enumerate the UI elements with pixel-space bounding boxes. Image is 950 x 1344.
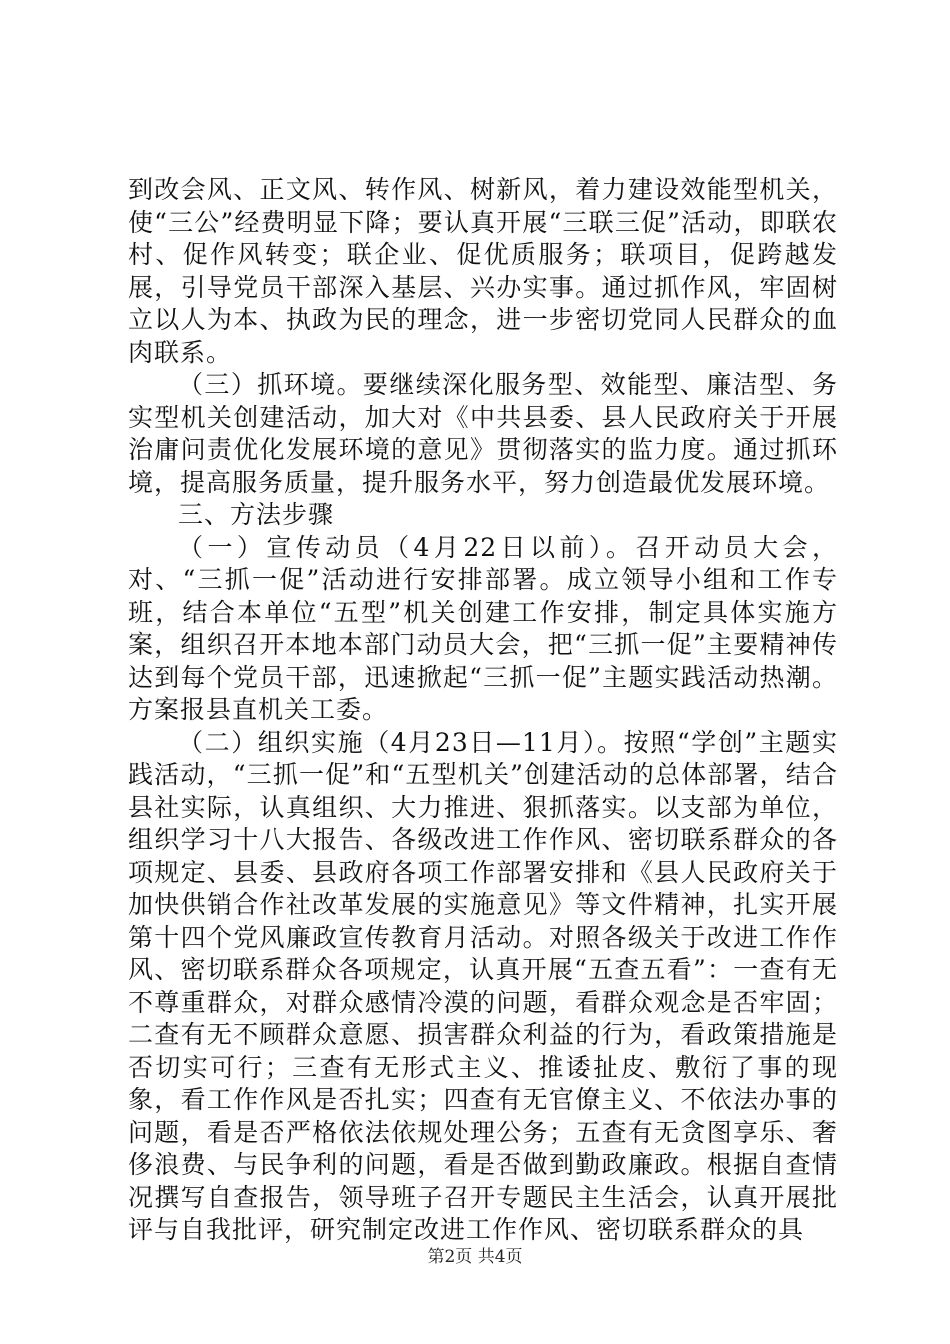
- paragraph-implementation: （二）组织实施（4月23日—11月）。按照“学创”主题实践活动，“三抓一促”和“五型机关”创建活动的总体部署，结合县社实际，认真组织、大力推进、狠抓落实。以支部为单位，组织学习十八大报告、各级改进工作作风、密切联系群众的各项规定、县委、县政府各项工作部署安排和《县人民政府关于加快供销合作社改革发展的实施意见》等文件精神，扎实开展第十四个党风廉政宣传教育月活动。对照各级关于改进工作作风、密切联系群众各项规定，认真开展“五查五看”：一查有无不尊重群众，对群众感情冷漠的问题，看群众观念是否牢固；二查有无不顾群众意愿、损害群众利益的行为，看政策措施是否切实可行；三查有无形式主义、推诿扯皮、敷衍了事的现象，看工作作风是否扎实；四查有无官僚主义、不依法办事的问题，看是否严格依法依规处理公务；五查有无贪图享乐、奢侈浪费、与民争利的问题，看是否做到勤政廉政。根据自查情况撰写自查报告，领导班子召开专题民主生活会，认真开展批评与自我批评，研究制定改进工作作风、密切联系群众的具: [128, 727, 838, 1244]
- section-heading-methods: 三、方法步骤: [178, 500, 335, 529]
- paragraph-continuation: 到改会风、正文风、转作风、树新风，着力建设效能型机关，使“三公”经费明显下降；要认真开展“三联三促”活动，即联农村、促作风转变；联企业、促优质服务；联项目，促跨越发展，引导党员干部深入基层、兴办实事。通过抓作风，牢固树立以人为本、执政为民的理念，进一步密切党同人民群众的血肉联系。: [128, 175, 838, 367]
- document-body: [128, 174, 838, 1247]
- paragraph-environment: （三）抓环境。要继续深化服务型、效能型、廉洁型、务实型机关创建活动，加大对《中共县委、县人民政府关于开展治庸问责优化发展环境的意见》贯彻落实的监力度。通过抓环境，提高服务质量，提升服务水平，努力创造最优发展环境。: [128, 370, 838, 497]
- paragraph-mobilization: （一）宣传动员（4月22日以前）。召开动员大会，对、“三抓一促”活动进行安排部署。成立领导小组和工作专班，结合本单位“五型”机关创建工作安排，制定具体实施方案，组织召开本地本部门动员大会，把“三抓一促”主要精神传达到每个党员干部，迅速掀起“三抓一促”主题实践活动热潮。方案报县直机关工委。: [128, 532, 838, 724]
- page-footer: 第2页 共4页: [427, 1247, 523, 1267]
